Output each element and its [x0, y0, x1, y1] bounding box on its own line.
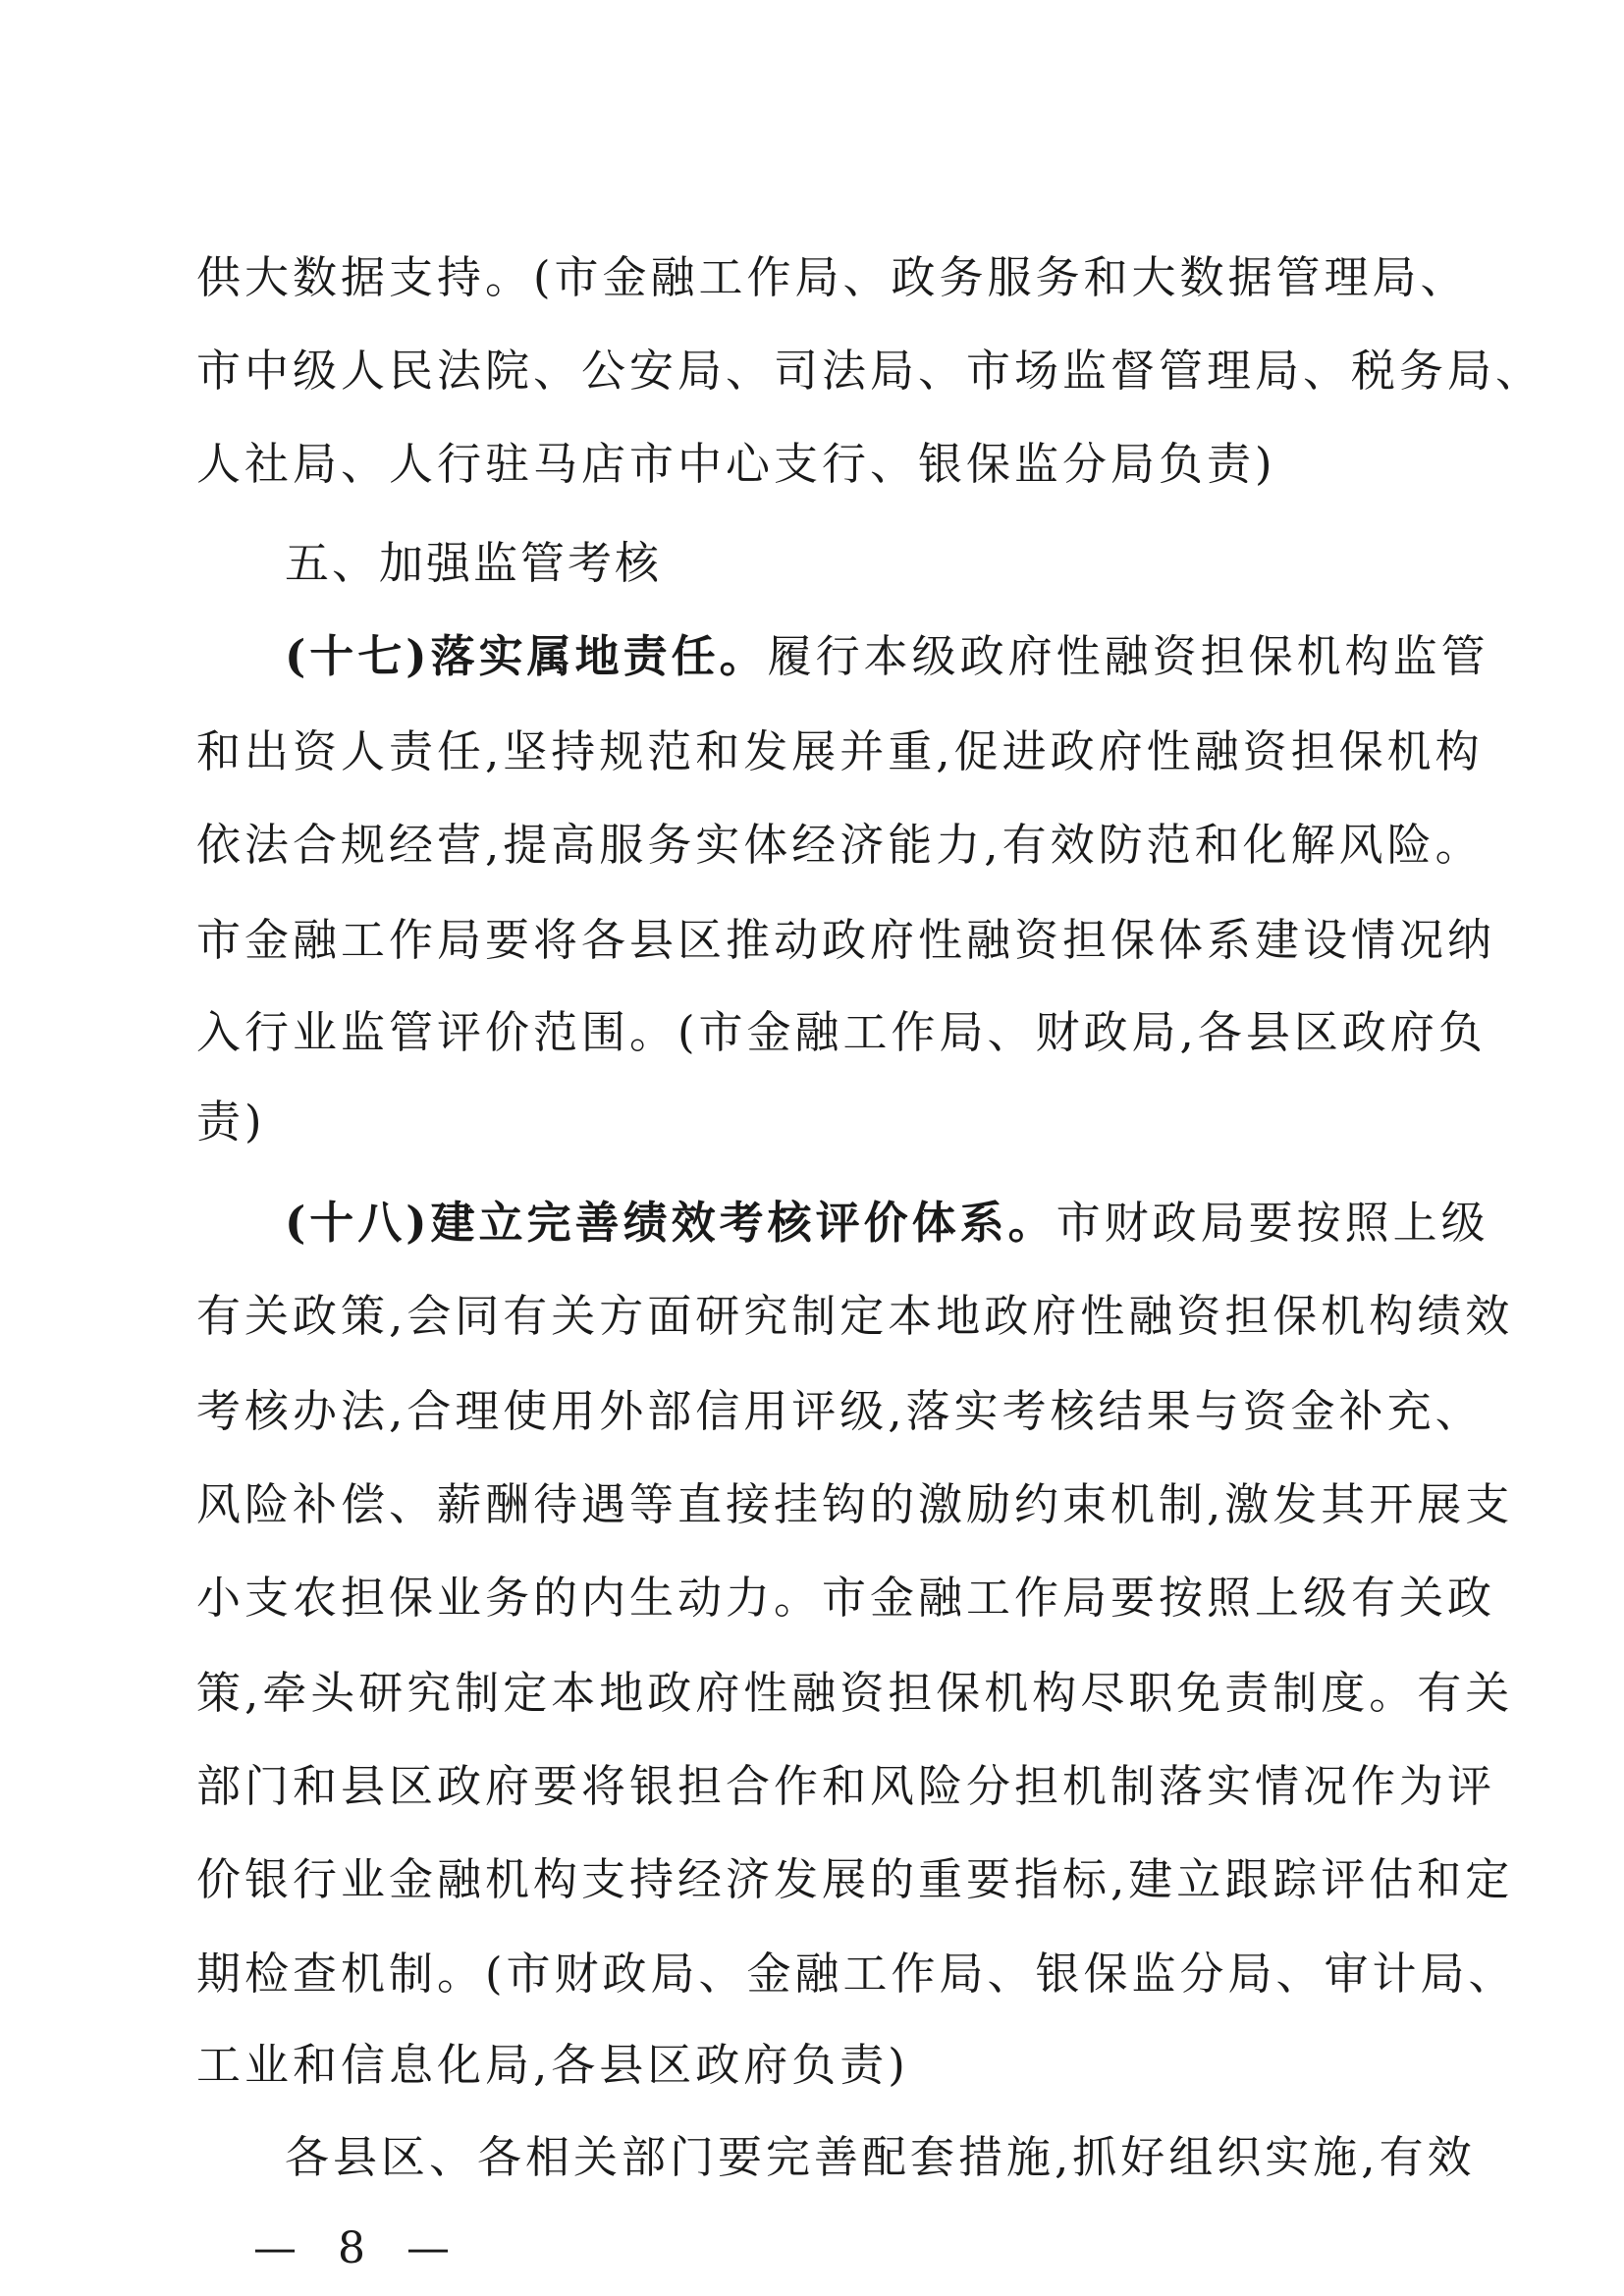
text-line: 入行业监管评价范围。(市金融工作局、财政局,各县区政府负	[196, 1006, 1487, 1058]
text-line: 有关政策,会同有关方面研究制定本地政府性融资担保机构绩效	[196, 1290, 1514, 1342]
text-line: 策,牵头研究制定本地政府性融资担保机构尽职免责制度。有关	[196, 1667, 1514, 1719]
page-number: — 8 —	[253, 2223, 463, 2273]
subsection-title: (十八)建立完善绩效考核评价体系。	[285, 1197, 1056, 1249]
text-span: 市财政局要按照上级	[1056, 1197, 1489, 1249]
text-line: 依法合规经营,提高服务实体经济能力,有效防范和化解风险。	[196, 819, 1484, 871]
text-line: 期检查机制。(市财政局、金融工作局、银保监分局、审计局、	[196, 1948, 1517, 2000]
text-line: 价银行业金融机构支持经济发展的重要指标,建立跟踪评估和定	[196, 1853, 1514, 1905]
text-line: 部门和县区政府要将银担合作和风险分担机制落实情况作为评	[196, 1760, 1496, 1812]
text-line: 小支农担保业务的内生动力。市金融工作局要按照上级有关政	[196, 1572, 1496, 1624]
text-line: 考核办法,合理使用外部信用评级,落实考核结果与资金补充、	[196, 1385, 1484, 1437]
text-line: 市金融工作局要将各县区推动政府性融资担保体系建设情况纳	[196, 914, 1496, 966]
subsection-title: (十七)落实属地责任。	[285, 630, 768, 682]
text-line: 各县区、各相关部门要完善配套措施,抓好组织实施,有效	[285, 2131, 1476, 2183]
text-line: 市中级人民法院、公安局、司法局、市场监督管理局、税务局、	[196, 345, 1544, 397]
paragraph-first-line	[285, 629, 1489, 684]
paragraph-first-line	[285, 1196, 1489, 1251]
text-line: 风险补偿、薪酬待遇等直接挂钩的激励约束机制,激发其开展支	[196, 1478, 1514, 1530]
text-line: 工业和信息化局,各县区政府负责)	[196, 2039, 909, 2091]
text-line: 责)	[196, 1095, 266, 1148]
text-span: 履行本级政府性融资担保机构监管	[767, 630, 1489, 682]
text-line: 和出资人责任,坚持规范和发展并重,促进政府性融资担保机构	[196, 725, 1484, 777]
text-line: 人社局、人行驻马店市中心支行、银保监分局负责)	[196, 438, 1276, 490]
section-heading: 五、加强监管考核	[285, 537, 663, 589]
text-line: 供大数据支持。(市金融工作局、政务服务和大数据管理局、	[196, 251, 1469, 303]
